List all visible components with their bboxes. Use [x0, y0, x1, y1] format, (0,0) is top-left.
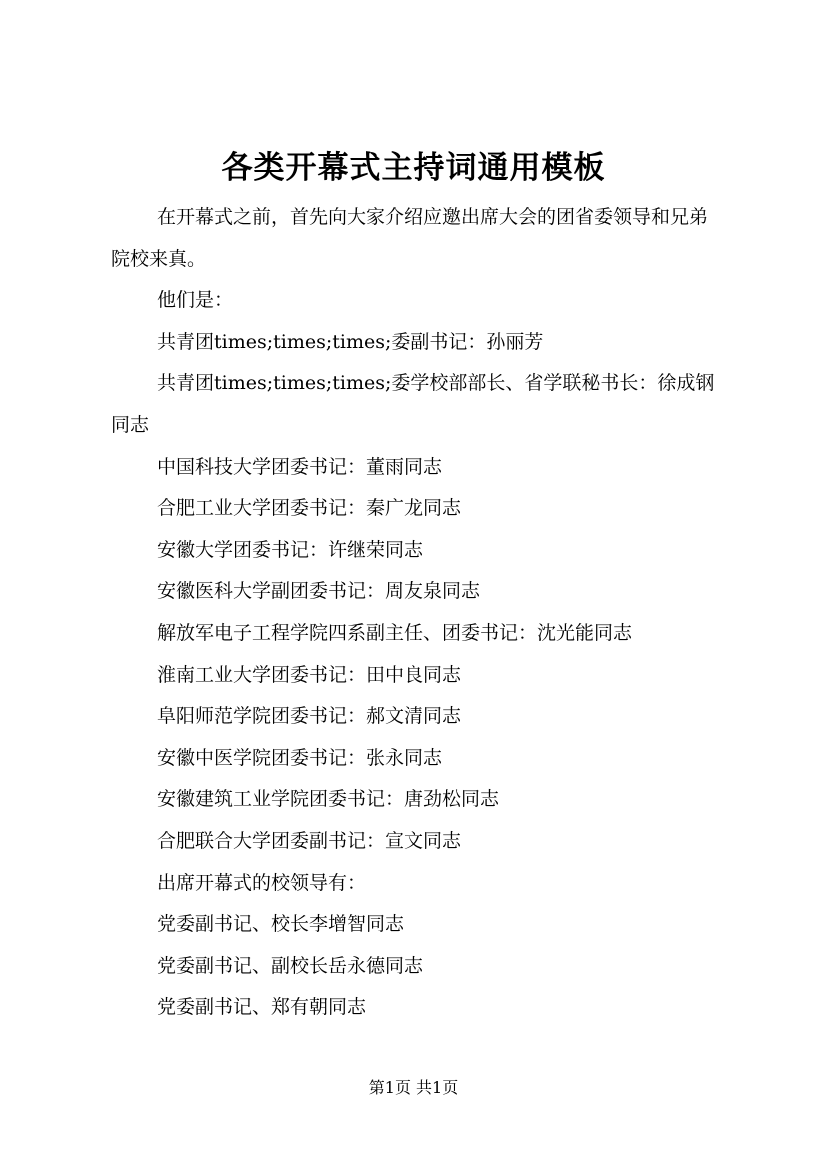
paragraph-school-leaders: 出席开幕式的校领导有：	[157, 871, 367, 894]
leader-line: 党委副书记、校长李增智同志	[157, 913, 405, 936]
leader-line: 党委副书记、郑有朝同志	[157, 996, 367, 1019]
guest-line: 中国科技大学团委书记：董雨同志	[157, 455, 443, 478]
guest-line: 安徽中医学院团委书记：张永同志	[157, 746, 443, 769]
guest-line: 阜阳师范学院团委书记：郝文清同志	[157, 705, 462, 728]
guest-line: 合肥工业大学团委书记：秦广龙同志	[157, 497, 462, 520]
paragraph-intro: 在开幕式之前，首先向大家介绍应邀出席大会的团省委领导和兄弟院校来真。	[111, 206, 709, 270]
guest-line: 安徽大学团委书记：许继荣同志	[157, 538, 424, 561]
guest-line: 安徽建筑工业学院团委书记：唐劲松同志	[157, 788, 500, 811]
guest-line: 淮南工业大学团委书记：田中良同志	[157, 663, 462, 686]
page-footer: 第1页 共1页	[368, 1078, 459, 1097]
guest-line: 共青团times;times;times;委副书记：孙丽芳	[157, 330, 544, 353]
document-body	[111, 197, 721, 1029]
guest-line: 解放军电子工程学院四系副主任、团委书记：沈光能同志	[157, 621, 633, 644]
guest-line: 合肥联合大学团委副书记：宣文同志	[157, 829, 462, 852]
guest-line: 共青团times;times;times;委学校部部长、省学联秘书长：徐成钢同志	[111, 372, 715, 436]
leader-line: 党委副书记、副校长岳永德同志	[157, 954, 424, 977]
paragraph-they-are: 他们是：	[157, 289, 234, 312]
document-title: 各类开幕式主持词通用模板	[221, 150, 606, 186]
guest-line: 安徽医科大学副团委书记：周友泉同志	[157, 580, 481, 603]
